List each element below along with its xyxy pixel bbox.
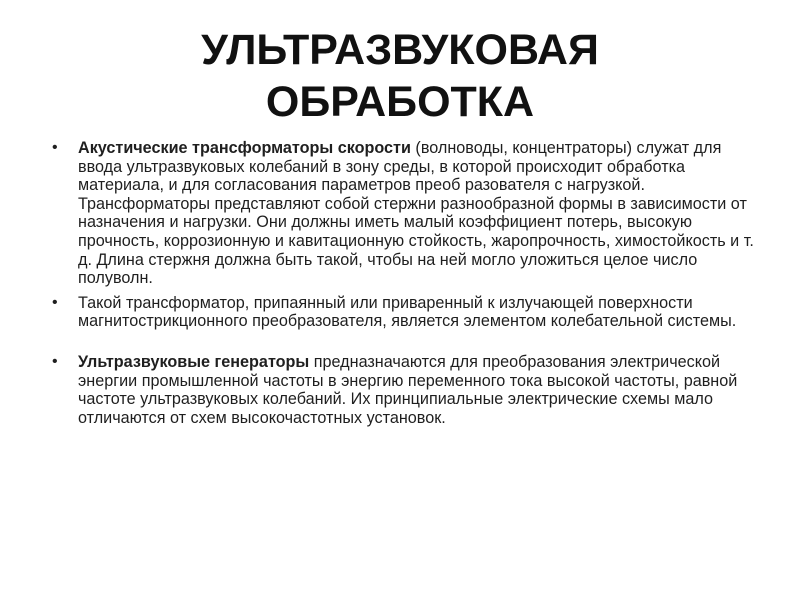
bullet-list <box>52 139 764 427</box>
bullet-dot-icon: • <box>52 293 58 311</box>
bullet-item-transformer-element <box>52 294 764 331</box>
bullet-term: Акустические трансформаторы скорости <box>78 139 411 157</box>
bullet-term: Ультразвуковые генераторы <box>78 352 310 371</box>
bullet-text: Такой трансформатор, припаянный или приваренный к излучающей поверхности магнитострикционного преобразователя, является элементом колебательной системы. <box>78 293 737 331</box>
title-line-2: ОБРАБОТКА <box>265 78 535 126</box>
title-line-1: УЛЬТРАЗВУКОВАЯ <box>201 26 599 74</box>
slide-title <box>40 24 760 128</box>
bullet-item-transformers <box>52 139 764 288</box>
bullet-text: предназначаются для преобразования электрической энергии промышленной частоты в энергию переменного тока высокой частоты, равной частоте ультразвуковых колебаний. Их принципиальные электрические схемы мало отличаются от схем высокочастотных установок. <box>78 352 738 427</box>
bullet-item-generators <box>52 353 764 427</box>
bullet-dot-icon: • <box>52 139 58 156</box>
bullet-dot-icon: • <box>52 352 58 370</box>
bullet-text: (волноводы, концентраторы) служат для ввода ультразвуковых колебаний в зону среды, в которой происходит обработка материала, и для согласования параметров преоб разователя с нагрузкой. Трансформаторы представляют собой стержни разнообразной формы в зависимости от назначения и нагрузки. Они должны иметь малый коэффициент потерь, высокую прочность, коррозионную и кавитационную стойкость, жаропрочность, химостойкость и т. д. Длина стержня должна быть такой, чтобы на ней могло уложиться целое число полуволн. <box>78 139 754 288</box>
